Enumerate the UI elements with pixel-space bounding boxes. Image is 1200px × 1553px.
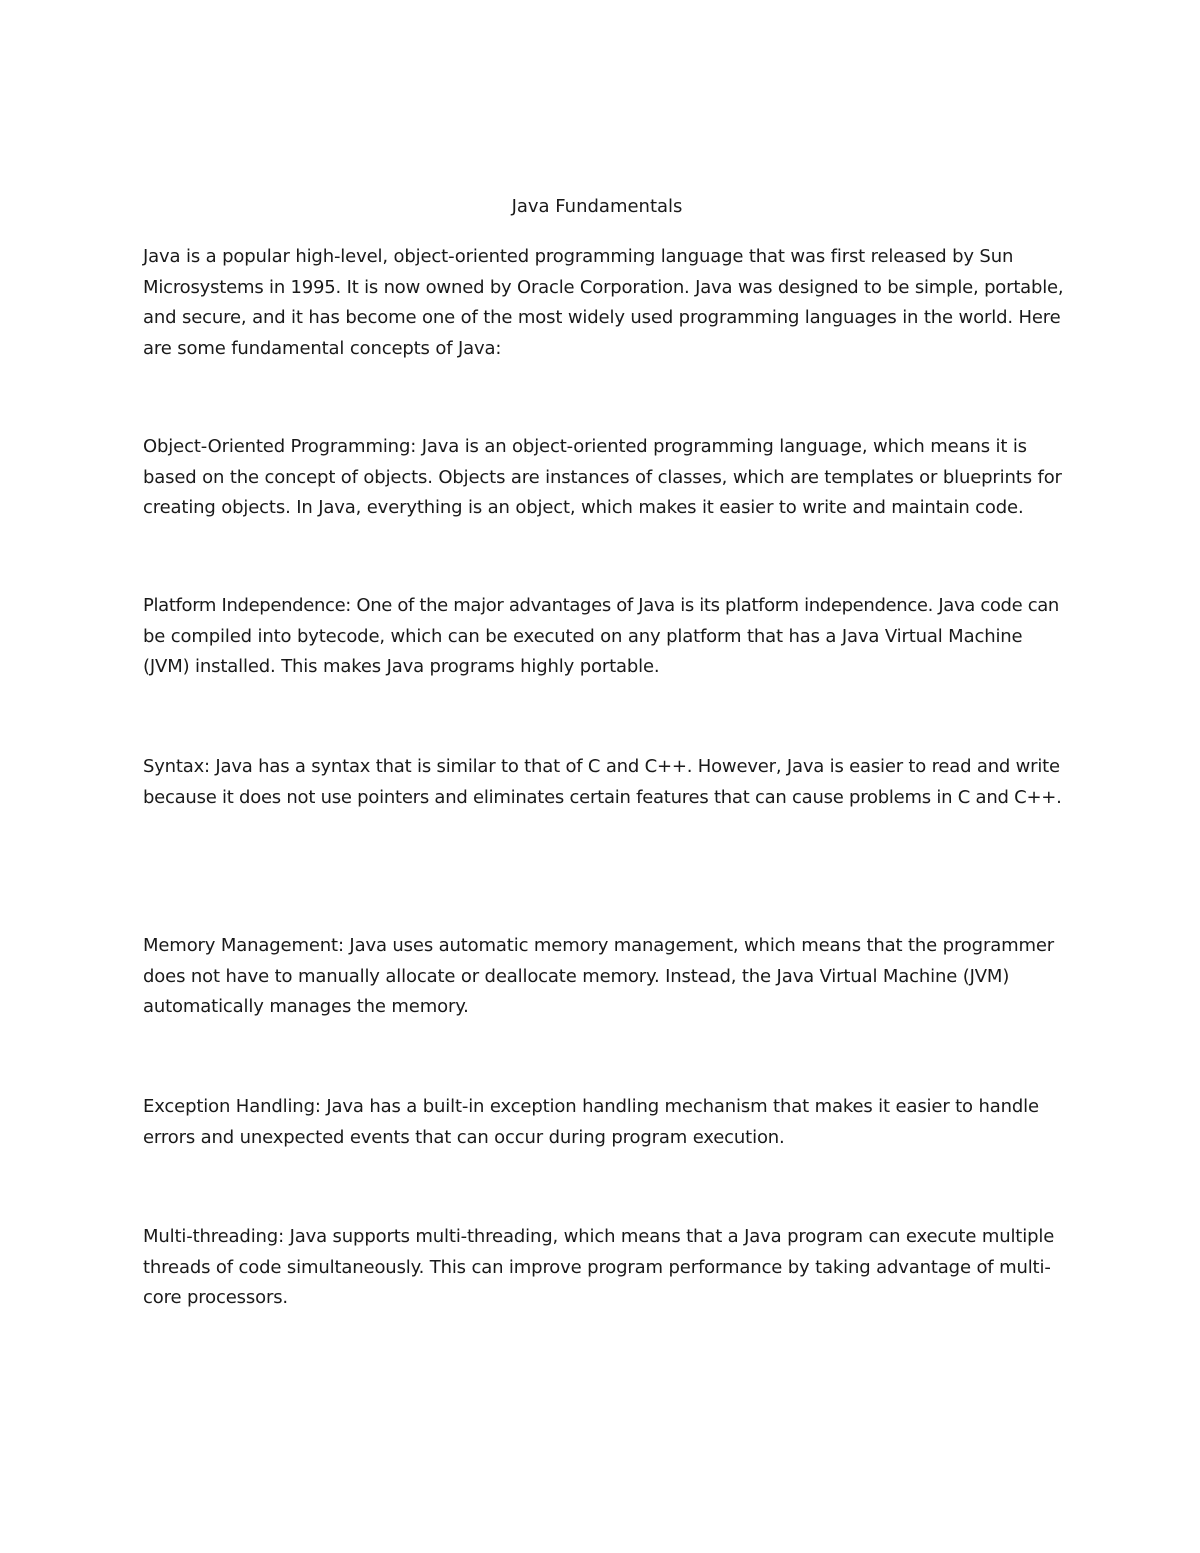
oop-paragraph xyxy=(143,432,1063,524)
multi-threading-paragraph xyxy=(143,1222,1063,1314)
exception-handling-paragraph xyxy=(143,1092,1063,1153)
paragraph-line: threads of code simultaneously. This can improve program performance by taking advantage of multi- xyxy=(143,1256,1051,1278)
paragraph-line: automatically manages the memory. xyxy=(143,996,469,1017)
paragraph-line: core processors. xyxy=(143,1287,288,1308)
paragraph-line: errors and unexpected events that can occur during program execution. xyxy=(143,1126,785,1148)
paragraph-line: be compiled into bytecode, which can be executed on any platform that has a Java Virtual Machine xyxy=(143,625,1023,647)
paragraph-line: Syntax: Java has a syntax that is similar to that of C and C++. However, Java is easier to read and write xyxy=(143,756,1060,777)
document-title: Java Fundamentals xyxy=(511,196,683,217)
paragraph-line: Multi-threading: Java supports multi-threading, which means that a Java program can execute multiple xyxy=(143,1226,1055,1247)
paragraph-line: because it does not use pointers and eliminates certain features that can cause problems in C and C++. xyxy=(143,786,1062,808)
paragraph-line: (JVM) installed. This makes Java programs highly portable. xyxy=(143,656,660,677)
paragraph-line: Object-Oriented Programming: Java is an object-oriented programming language, which means it is xyxy=(143,436,1027,457)
paragraph-line: does not have to manually allocate or deallocate memory. Instead, the Java Virtual Machine (JVM) xyxy=(143,965,1010,987)
paragraph-line: based on the concept of objects. Objects are instances of classes, which are templates or blueprints for xyxy=(143,466,1062,488)
paragraph-line: Platform Independence: One of the major advantages of Java is its platform independence. Java code can xyxy=(143,595,1059,616)
memory-management-paragraph xyxy=(143,931,1063,1023)
paragraph-line: are some fundamental concepts of Java: xyxy=(143,337,502,359)
intro-paragraph xyxy=(143,242,1063,364)
paragraph-line: Memory Management: Java uses automatic memory management, which means that the programmer xyxy=(143,935,1055,956)
platform-independence-paragraph xyxy=(143,591,1063,683)
paragraph-line: creating objects. In Java, everything is an object, which makes it easier to write and maintain code. xyxy=(143,497,1024,518)
paragraph-line: and secure, and it has become one of the most widely used programming languages in the world. Here xyxy=(143,307,1061,328)
paragraph-line: Exception Handling: Java has a built-in exception handling mechanism that makes it easier to handle xyxy=(143,1096,1039,1117)
syntax-paragraph xyxy=(143,752,1063,813)
paragraph-line: Microsystems in 1995. It is now owned by Oracle Corporation. Java was designed to be simple, portable, xyxy=(143,276,1064,298)
paragraph-line: Java is a popular high-level, object-oriented programming language that was first released by Sun xyxy=(143,246,1014,267)
